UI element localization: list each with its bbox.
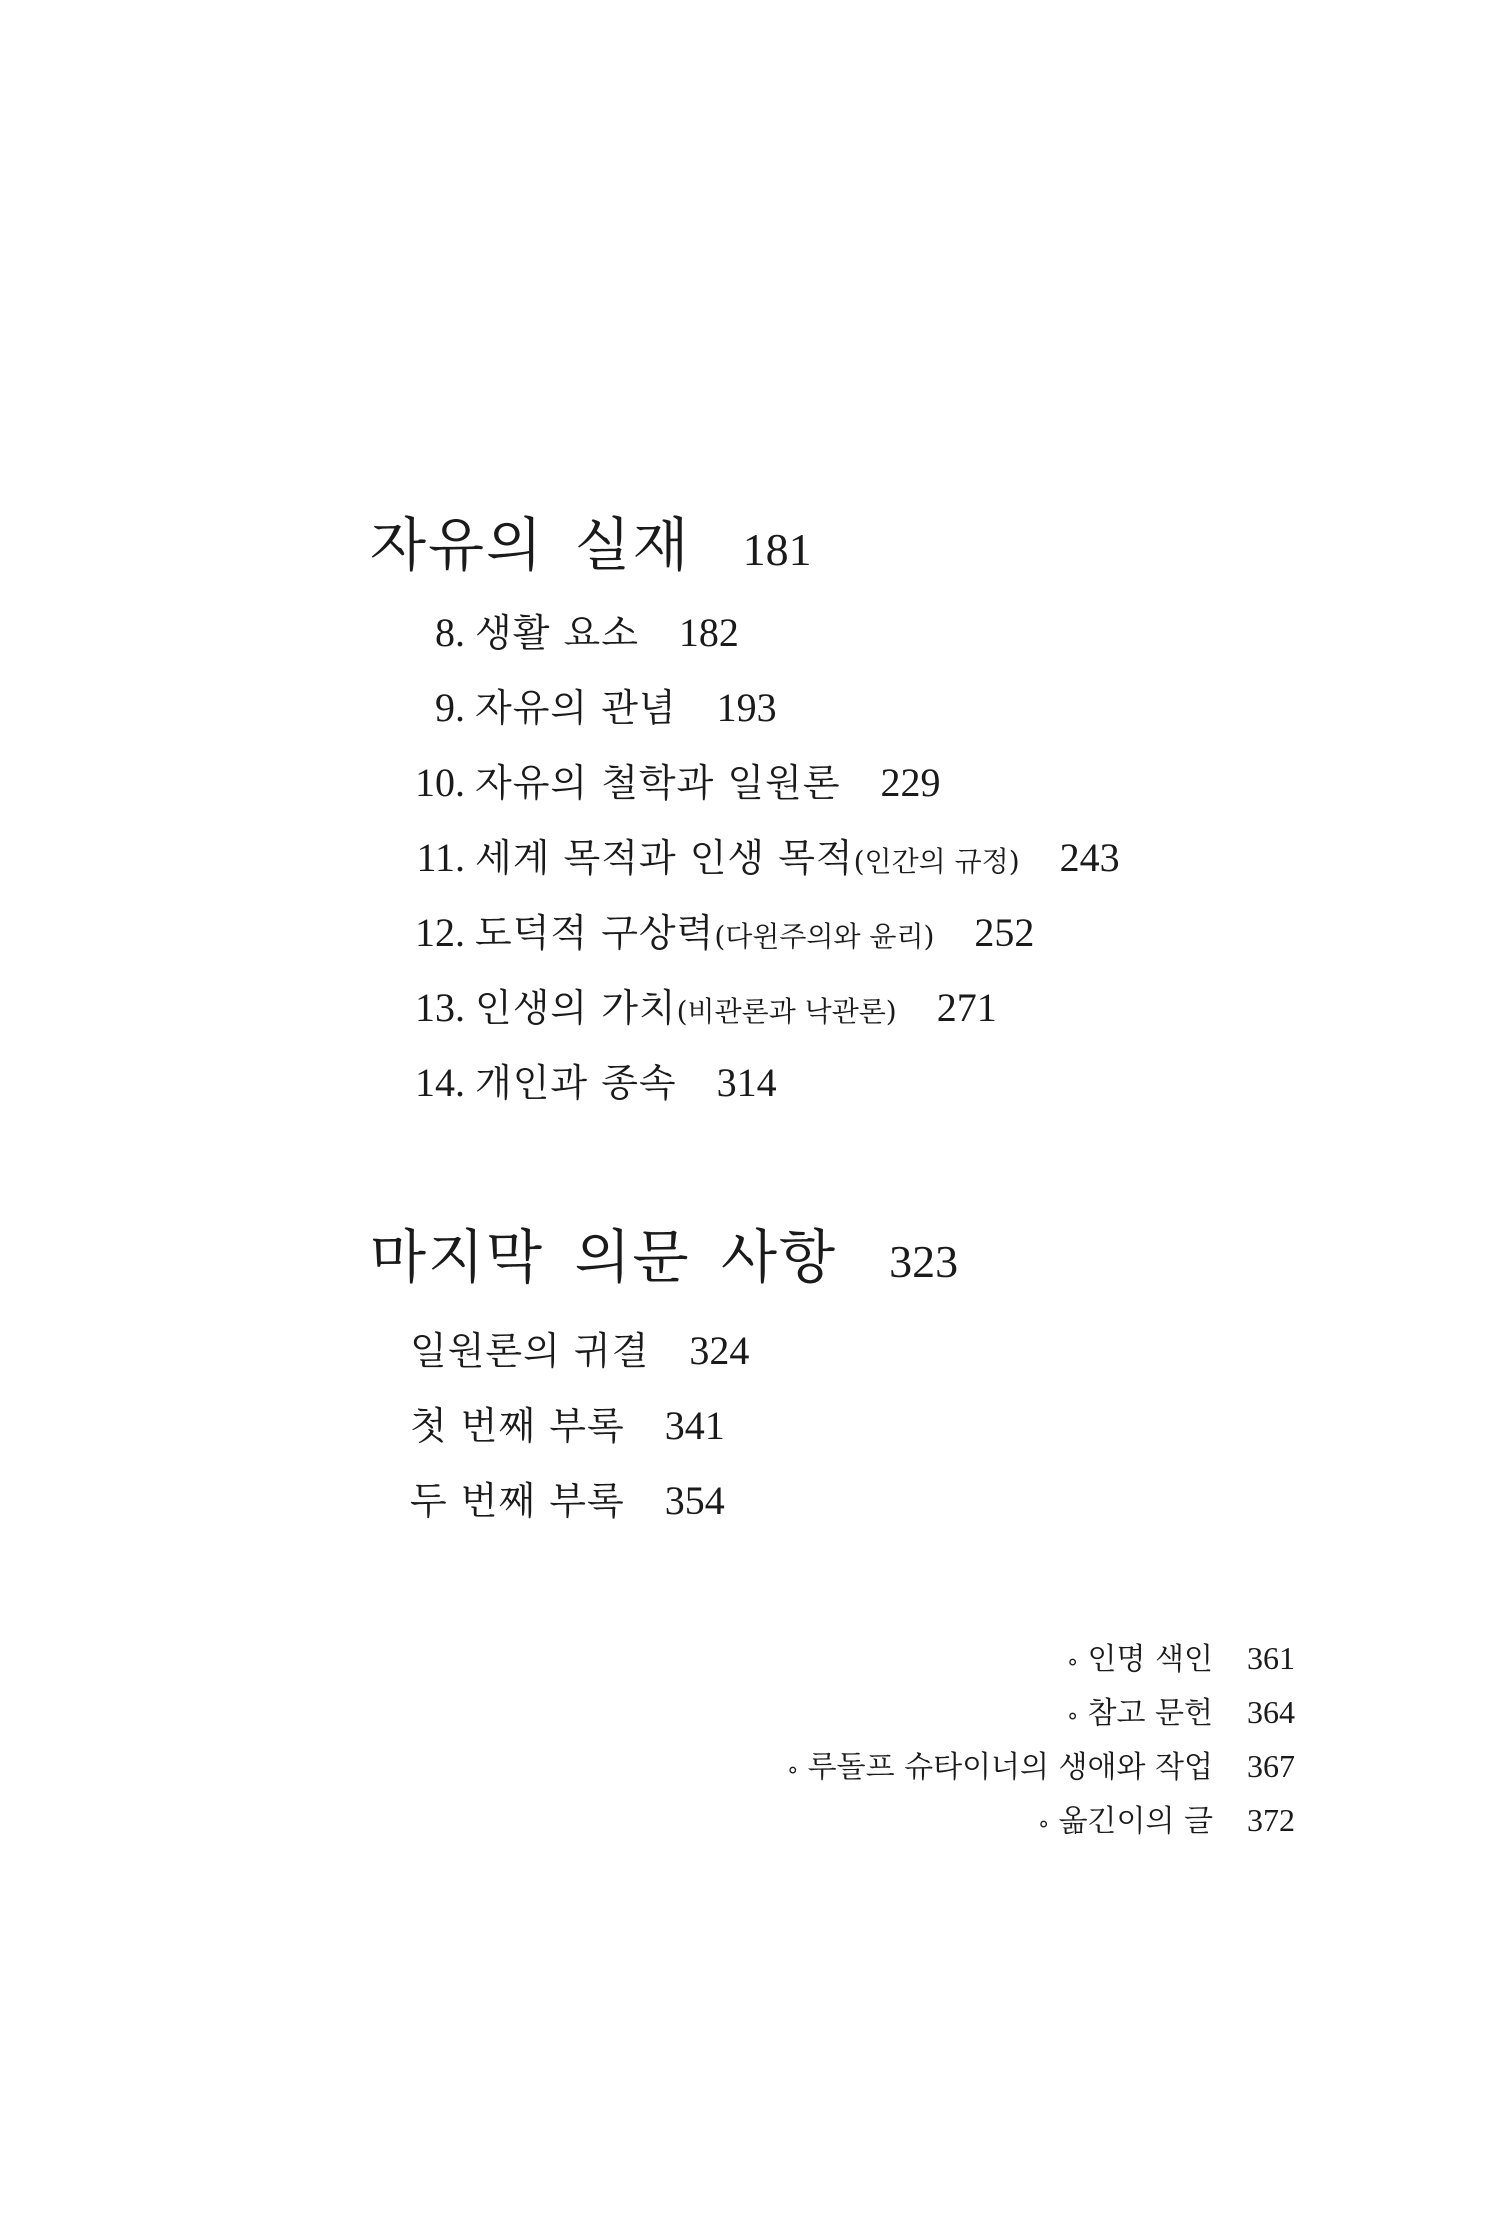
entry-page: 271	[936, 985, 997, 1030]
toc-entry-appendix-1	[410, 1395, 725, 1450]
entry-title: 자유의 관념	[475, 686, 677, 730]
entry-title: 첫 번째 부록	[410, 1404, 625, 1448]
entry-number: 9.	[435, 685, 465, 730]
entry-title: 개인과 종속	[475, 1061, 677, 1105]
entry-number: 12.	[415, 910, 465, 955]
backmatter-page: 372	[1247, 1802, 1295, 1838]
entry-number: 8.	[435, 610, 465, 655]
entry-number: 11.	[416, 835, 465, 880]
entry-page: 229	[880, 760, 941, 805]
toc-entry-11	[405, 827, 1120, 882]
bullet-icon: ∘	[1065, 1650, 1080, 1675]
backmatter-page: 364	[1247, 1694, 1295, 1730]
part1-page: 181	[742, 524, 812, 575]
entry-number: 14.	[415, 1060, 465, 1105]
entry-number: 10.	[415, 760, 465, 805]
backmatter-item-biography	[786, 1742, 1295, 1786]
entry-page: 243	[1059, 835, 1120, 880]
entry-title: 두 번째 부록	[410, 1479, 625, 1523]
backmatter-item-translator-note	[1037, 1796, 1295, 1840]
entry-page: 314	[716, 1060, 777, 1105]
entry-page: 182	[678, 610, 739, 655]
entry-title: 인생의 가치	[475, 986, 677, 1030]
toc-entry-10	[405, 752, 941, 807]
toc-entry-12	[405, 902, 1034, 957]
backmatter-page: 367	[1247, 1748, 1295, 1784]
entry-subtitle: (다윈주의와 윤리)	[714, 920, 935, 953]
entry-title: 자유의 철학과 일원론	[475, 761, 841, 805]
bullet-icon: ∘	[785, 1758, 800, 1783]
backmatter-title: 옮긴이의 글	[1058, 1804, 1213, 1839]
part2-page: 323	[889, 1236, 959, 1287]
backmatter-page: 361	[1247, 1640, 1295, 1676]
entry-subtitle: (인간의 규정)	[853, 845, 1020, 878]
entry-subtitle: (비관론과 낙관론)	[676, 995, 897, 1028]
entry-title: 생활 요소	[475, 611, 639, 655]
entry-page: 354	[664, 1478, 725, 1523]
part1-heading	[370, 498, 812, 582]
part1-title: 자유의 실재	[370, 511, 691, 579]
part2-title: 마지막 의문 사항	[370, 1223, 838, 1291]
entry-page: 252	[974, 910, 1035, 955]
toc-entry-14	[405, 1052, 777, 1107]
entry-title: 세계 목적과 인생 목적	[475, 836, 854, 880]
toc-entry-appendix-2	[410, 1470, 725, 1525]
backmatter-item-index	[1066, 1634, 1295, 1678]
entry-number: 13.	[415, 985, 465, 1030]
bullet-icon: ∘	[1065, 1704, 1080, 1729]
entry-page: 324	[689, 1328, 750, 1373]
backmatter-title: 루돌프 슈타이너의 생애와 작업	[807, 1750, 1213, 1785]
entry-title: 도덕적 구상력	[475, 911, 715, 955]
toc-entry-8	[405, 602, 739, 657]
backmatter-item-references	[1066, 1688, 1295, 1732]
entry-page: 193	[716, 685, 777, 730]
toc-entry-monism	[410, 1320, 749, 1375]
bullet-icon: ∘	[1036, 1812, 1051, 1837]
entry-page: 341	[664, 1403, 725, 1448]
entry-title: 일원론의 귀결	[410, 1329, 650, 1373]
backmatter-title: 인명 색인	[1087, 1642, 1213, 1677]
part2-heading	[370, 1210, 958, 1294]
toc-entry-9	[405, 677, 777, 732]
toc-entry-13	[405, 977, 997, 1032]
backmatter-title: 참고 문헌	[1087, 1696, 1213, 1731]
